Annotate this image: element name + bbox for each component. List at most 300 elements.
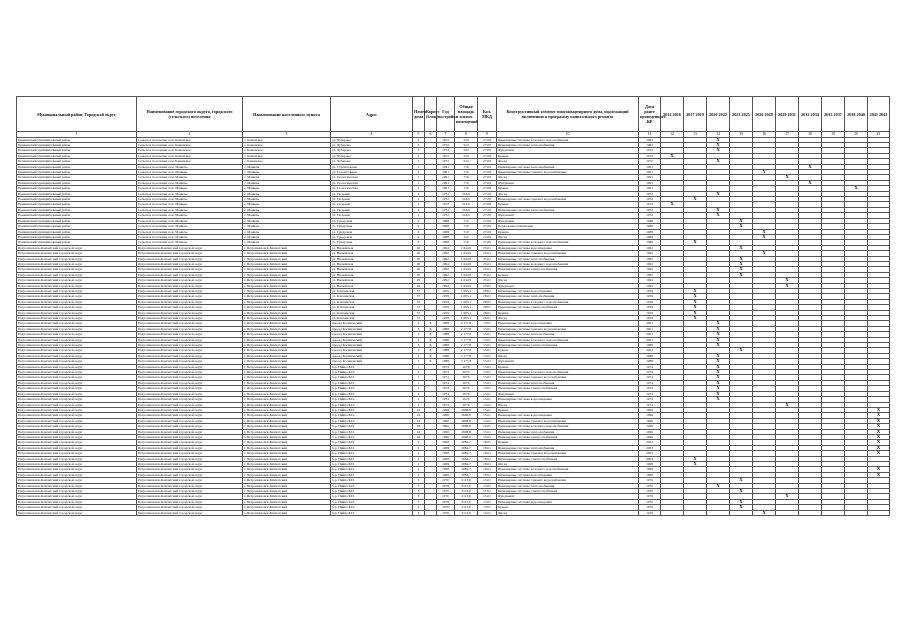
table-cell: Петропавловск-Камчатский городской округ xyxy=(137,283,243,288)
table-cell: Пенжинский муниципальный район xyxy=(17,148,137,153)
column-header: Корпус (блок) xyxy=(425,97,437,132)
schedule-mark-cell: X xyxy=(707,386,730,391)
table-cell: 1972 xyxy=(639,197,661,202)
schedule-mark-cell: X xyxy=(684,461,707,466)
table-cell: 15.01 xyxy=(478,326,497,331)
table-cell: 1 xyxy=(413,375,425,380)
table-cell: 2 177,8 xyxy=(455,321,478,326)
schedule-mark-cell: X xyxy=(730,267,753,272)
table-cell: Петропавловск-Камчатский городской округ xyxy=(17,353,137,358)
schedule-mark-cell: X xyxy=(753,234,776,239)
table-cell: Петропавловск-Камчатский городской округ xyxy=(17,380,137,385)
table-cell: ул. Тундровая xyxy=(331,240,413,245)
table-cell: 3 xyxy=(413,343,425,348)
column-header: 2023 2025 xyxy=(730,97,753,132)
table-cell: 1 065,1 xyxy=(455,294,478,299)
table-cell: Пенжинский муниципальный район xyxy=(17,224,137,229)
table-cell: Петропавловск-Камчатский городской округ xyxy=(17,305,137,310)
schedule-mark-cell: X xyxy=(707,391,730,396)
table-cell: 3 xyxy=(413,321,425,326)
table-cell: 524 xyxy=(455,159,478,164)
table-cell: Инженерные системы горячего водоснабжения xyxy=(497,326,639,331)
table-cell: 1 xyxy=(413,380,425,385)
table-cell: Инженерные системы холодного водоснабжения xyxy=(497,424,639,429)
table-cell: 3 xyxy=(413,505,425,510)
table-cell: 9 xyxy=(413,224,425,229)
table-cell: 27.09 xyxy=(478,229,497,234)
schedule-mark-cell: X xyxy=(730,489,753,494)
table-cell: 3 xyxy=(413,170,425,175)
table-cell: Сельское поселение село Манилы xyxy=(137,197,243,202)
table-cell: г. Петропавловск-Камчатский xyxy=(243,278,331,283)
table-cell: 2113,9 xyxy=(455,478,478,483)
table-cell: г. Петропавловск-Камчатский xyxy=(243,510,331,515)
table-cell: 1992 xyxy=(437,256,455,261)
table-cell: 1959 xyxy=(437,288,455,293)
column-number-cell: 1 xyxy=(17,132,137,138)
table-cell: Крыша xyxy=(497,272,639,277)
table-cell: проезд Космический xyxy=(331,337,413,342)
table-cell: Петропавловск-Камчатский городской округ xyxy=(17,288,137,293)
table-cell: Петропавловск-Камчатский городской округ xyxy=(17,397,137,402)
schedule-mark-cell: X xyxy=(707,326,730,331)
table-cell: ул. Тундровая xyxy=(331,224,413,229)
column-header: 2026 2028 xyxy=(753,97,776,132)
table-cell: Петропавловск-Камчатский городской округ xyxy=(17,386,137,391)
table-cell: 28.01 xyxy=(478,299,497,304)
table-cell: 2 177,8 xyxy=(455,326,478,331)
table-cell: Инженерные системы теплоснабжения xyxy=(497,143,639,148)
table-cell: Крыша xyxy=(497,440,639,445)
table-cell: 516,0 xyxy=(455,191,478,196)
table-cell: Петропавловск-Камчатский городской округ xyxy=(137,272,243,277)
column-header: 2029 2031 xyxy=(776,97,799,132)
table-cell: 2698,8 xyxy=(455,407,478,412)
table-cell: г. Петропавловск-Камчатский xyxy=(243,267,331,272)
table-cell: Петропавловск-Камчатский городской округ xyxy=(137,316,243,321)
table-cell: б-р. Пийпа Б.И. xyxy=(331,483,413,488)
table-cell: 716 xyxy=(455,186,478,191)
table-cell: Инженерные системы горячего водоснабжения xyxy=(497,375,639,380)
table-cell: 13.01 xyxy=(478,375,497,380)
table-cell: Петропавловск-Камчатский городской округ xyxy=(137,456,243,461)
table-cell: 1959 xyxy=(437,294,455,299)
table-cell: г. Петропавловск-Камчатский xyxy=(243,467,331,472)
table-cell: 1970 xyxy=(639,510,661,515)
schedule-mark-cell: X xyxy=(868,418,890,423)
table-cell: 16 xyxy=(413,434,425,439)
table-cell: Инженерные системы водоотведения xyxy=(497,472,639,477)
table-cell: 1 xyxy=(413,370,425,375)
table-cell: 3 xyxy=(413,478,425,483)
table-cell: 5 xyxy=(413,143,425,148)
table-cell: Сельское поселение село Каменское xyxy=(137,148,243,153)
table-cell: ул. Ключевская xyxy=(331,305,413,310)
table-cell: ул. Гагарина xyxy=(331,191,413,196)
schedule-mark-cell: X xyxy=(776,494,799,499)
table-cell: Петропавловск-Камчатский городской округ xyxy=(17,267,137,272)
table-cell: г. Петропавловск-Камчатский xyxy=(243,370,331,375)
table-cell: г. Петропавловск-Камчатский xyxy=(243,397,331,402)
table-cell: 20 xyxy=(413,278,425,283)
schedule-mark-cell xyxy=(822,510,845,515)
table-cell: Петропавловск-Камчатский городской округ xyxy=(137,461,243,466)
table-cell: 27.09 xyxy=(478,143,497,148)
table-cell: ул. Гагарина xyxy=(331,202,413,207)
table-cell: 516,0 xyxy=(455,202,478,207)
table-cell: Инженерные системы горячего водоснабжения xyxy=(497,197,639,202)
column-number-cell: 20 xyxy=(845,132,868,138)
table-cell: 2076 xyxy=(455,397,478,402)
table-cell: Б xyxy=(425,332,437,337)
table-cell: 1988 xyxy=(437,326,455,331)
table-cell: 1988 xyxy=(437,359,455,364)
table-cell: 18.01 xyxy=(478,451,497,456)
table-cell: Петропавловск-Камчатский городской округ xyxy=(17,332,137,337)
table-cell: Фундамент xyxy=(497,180,639,185)
table-cell: 1996 xyxy=(437,424,455,429)
table-cell: 1 644,9 xyxy=(455,256,478,261)
table-cell: с. Манилы xyxy=(243,175,331,180)
table-cell: 27.09 xyxy=(478,202,497,207)
schedule-mark-cell: X xyxy=(868,407,890,412)
schedule-mark-cell: X xyxy=(707,380,730,385)
table-cell: 1972 xyxy=(437,202,455,207)
table-cell: Петропавловск-Камчатский городской округ xyxy=(17,359,137,364)
schedule-mark-cell: X xyxy=(868,440,890,445)
table-cell: 2001 xyxy=(639,326,661,331)
table-cell: 1968 xyxy=(437,467,455,472)
table-cell: Фасад xyxy=(497,175,639,180)
table-cell: 1996 xyxy=(437,434,455,439)
table-cell: Сельское поселение село Манилы xyxy=(137,202,243,207)
table-cell: 1968 xyxy=(437,440,455,445)
table-cell: 1988 xyxy=(437,321,455,326)
schedule-mark-cell: X xyxy=(707,483,730,488)
table-cell: 13.01 xyxy=(478,370,497,375)
schedule-mark-cell: X xyxy=(799,164,822,169)
table-cell: ул. Строительная xyxy=(331,170,413,175)
table-cell: г. Петропавловск-Камчатский xyxy=(243,256,331,261)
table-cell: ул. Гагарина xyxy=(331,207,413,212)
table-cell: г. Петропавловск-Камчатский xyxy=(243,245,331,250)
table-cell: 2076 xyxy=(455,375,478,380)
schedule-mark-cell: X xyxy=(684,299,707,304)
table-cell: 1992 xyxy=(639,245,661,250)
table-cell: 37 xyxy=(413,299,425,304)
table-cell: Б xyxy=(425,348,437,353)
table-cell: Инженерные системы водоотведения xyxy=(497,499,639,504)
table-cell: ул. Геологическая xyxy=(331,186,413,191)
table-cell: 1 xyxy=(413,386,425,391)
schedule-mark-cell xyxy=(707,510,730,515)
table-cell: 16 xyxy=(413,429,425,434)
table-cell: 1988 xyxy=(437,337,455,342)
column-header: Номер дома xyxy=(413,97,425,132)
table-cell: с. Манилы xyxy=(243,229,331,234)
table-cell: г. Петропавловск-Камчатский xyxy=(243,364,331,369)
table-cell: 1974 xyxy=(639,402,661,407)
table-cell: б-р. Пийпа Б.И. xyxy=(331,461,413,466)
table-cell: Инженерные системы теплоснабжения xyxy=(497,164,639,169)
table-cell: 2113,9 xyxy=(455,483,478,488)
table-cell: Инженерные системы теплоснабжения xyxy=(497,207,639,212)
table-cell: 25.01 xyxy=(478,261,497,266)
table-cell: б-р. Пийпа Б.И. xyxy=(331,418,413,423)
table-cell: ул. Строительная xyxy=(331,164,413,169)
table-cell: 2698,8 xyxy=(455,434,478,439)
table-cell: Инженерные системы водоотведения xyxy=(497,413,639,418)
table-cell: 2698,8 xyxy=(455,418,478,423)
table-cell: Сельское поселение село Манилы xyxy=(137,207,243,212)
table-cell: 15.01 xyxy=(478,489,497,494)
table-cell: 18.01 xyxy=(478,467,497,472)
table-cell: 15.01 xyxy=(478,505,497,510)
table-cell: Инженерные системы водоотведения xyxy=(497,288,639,293)
table-cell: 1 065,1 xyxy=(455,299,478,304)
table-cell: б-р. Пийпа Б.И. xyxy=(331,440,413,445)
table-cell: Крыша xyxy=(497,310,639,315)
table-cell: 20 xyxy=(413,283,425,288)
table-cell: 28.01 xyxy=(478,294,497,299)
table-cell: 37 xyxy=(413,316,425,321)
table-cell: Петропавловск-Камчатский городской округ xyxy=(137,359,243,364)
table-cell: Б xyxy=(425,337,437,342)
table-cell: с. Манилы xyxy=(243,197,331,202)
table-cell: Фундамент xyxy=(497,391,639,396)
table-cell: 1974 xyxy=(437,386,455,391)
table-cell: 18.01 xyxy=(478,472,497,477)
table-cell: Петропавловск-Камчатский городской округ xyxy=(137,386,243,391)
table-cell: ул. Вилюйская xyxy=(331,267,413,272)
table-cell: Пенжинский муниципальный район xyxy=(17,164,137,169)
table-cell: ул. Вилюйская xyxy=(331,278,413,283)
table-cell: Инженерные системы холодного водоснабжения xyxy=(497,240,639,245)
table-cell: 2084,7 xyxy=(455,440,478,445)
table-cell: Петропавловск-Камчатский городской округ xyxy=(17,310,137,315)
table-cell: Инженерные системы водоотведения xyxy=(497,245,639,250)
table-cell: с. Каменское xyxy=(243,159,331,164)
table-cell: 1996 xyxy=(639,413,661,418)
table-cell: 25.01 xyxy=(478,272,497,277)
schedule-mark-cell: X xyxy=(730,218,753,223)
table-cell: Инженерные системы теплоснабжения xyxy=(497,256,639,261)
table-cell: проезд Космический xyxy=(331,321,413,326)
schedule-mark-cell: X xyxy=(868,413,890,418)
table-cell: 1992 xyxy=(639,278,661,283)
table-cell: 1988 xyxy=(639,353,661,358)
table-cell: 25.01 xyxy=(478,245,497,250)
table-cell: б-р. Пийпа Б.И. xyxy=(331,413,413,418)
table-cell: 2698,8 xyxy=(455,424,478,429)
table-cell: б-р. Пийпа Б.И. xyxy=(331,499,413,504)
table-cell: 1959 xyxy=(639,305,661,310)
schedule-mark-cell: X xyxy=(868,467,890,472)
table-cell: б-р. Пийпа Б.И. xyxy=(331,429,413,434)
table-cell: 1992 xyxy=(437,283,455,288)
table-cell: 27.09 xyxy=(478,218,497,223)
table-cell: Петропавловск-Камчатский городской округ xyxy=(137,494,243,499)
table-cell: г. Петропавловск-Камчатский xyxy=(243,499,331,504)
table-cell: 1968 xyxy=(437,445,455,450)
table-cell: Инженерные системы водоотведения xyxy=(497,321,639,326)
table-cell: 13.01 xyxy=(478,402,497,407)
table-cell: г. Петропавловск-Камчатский xyxy=(243,478,331,483)
schedule-mark-cell: X xyxy=(684,456,707,461)
table-cell: 1959 xyxy=(437,316,455,321)
table-cell: 37 xyxy=(413,288,425,293)
table-cell: Пенжинский муниципальный район xyxy=(17,143,137,148)
table-cell: 1988 xyxy=(437,234,455,239)
table-cell: 1992 xyxy=(639,267,661,272)
table-cell: г. Петропавловск-Камчатский xyxy=(243,483,331,488)
table-cell: Фасад xyxy=(497,191,639,196)
table-cell: 524 xyxy=(455,143,478,148)
table-cell: 1974 xyxy=(437,380,455,385)
table-cell: Петропавловск-Камчатский городской округ xyxy=(137,353,243,358)
table-cell: г. Петропавловск-Камчатский xyxy=(243,424,331,429)
table-cell: 1 xyxy=(413,397,425,402)
table-cell: Петропавловск-Камчатский городской округ xyxy=(137,478,243,483)
table-cell: 20 xyxy=(413,256,425,261)
column-header: Наименование городского округа, городского (сельского) поселения xyxy=(137,97,243,132)
table-cell: 2084,7 xyxy=(455,467,478,472)
table-cell: Петропавловск-Камчатский городской округ xyxy=(17,483,137,488)
table-cell: Пенжинский муниципальный район xyxy=(17,170,137,175)
table-cell: 3 xyxy=(413,337,425,342)
table-cell: Петропавловск-Камчатский городской округ xyxy=(17,407,137,412)
table-cell: Пенжинский муниципальный район xyxy=(17,153,137,158)
table-cell: с. Манилы xyxy=(243,224,331,229)
table-cell: 1988 xyxy=(437,229,455,234)
table-cell: 3 xyxy=(413,353,425,358)
schedule-mark-cell: X xyxy=(707,353,730,358)
table-cell: 1992 xyxy=(437,245,455,250)
table-cell: Петропавловск-Камчатский городской округ xyxy=(137,310,243,315)
table-cell: Петропавловск-Камчатский городской округ xyxy=(137,299,243,304)
table-cell: 3 xyxy=(413,348,425,353)
table-cell: Пенжинский муниципальный район xyxy=(17,186,137,191)
table-cell: 3 xyxy=(413,175,425,180)
schedule-mark-cell: X xyxy=(707,321,730,326)
table-cell: Инженерные системы электроснабжения xyxy=(497,489,639,494)
table-cell: 524 xyxy=(455,137,478,142)
table-cell: 1972 xyxy=(437,207,455,212)
schedule-mark-cell: X xyxy=(799,180,822,185)
table-cell: г. Петропавловск-Камчатский xyxy=(243,299,331,304)
table-cell: 2003 xyxy=(639,451,661,456)
column-number-cell: 11 xyxy=(639,132,661,138)
column-header: 2038 2040 xyxy=(845,97,868,132)
schedule-mark-cell: X xyxy=(730,348,753,353)
table-cell: Петропавловск-Камчатский городской округ xyxy=(137,407,243,412)
table-cell: 2113,9 xyxy=(455,505,478,510)
table-cell: 9 xyxy=(413,240,425,245)
column-number-cell: 10 xyxy=(497,132,639,138)
table-cell: 1970 xyxy=(437,510,455,515)
table-cell: б-р. Пийпа Б.И. xyxy=(331,478,413,483)
schedule-mark-cell: X xyxy=(868,424,890,429)
capital-repair-schedule-sheet xyxy=(16,96,890,516)
table-cell: 710 xyxy=(455,234,478,239)
table-cell: 3 xyxy=(413,483,425,488)
table-cell: б-р. Пийпа Б.И. xyxy=(331,397,413,402)
schedule-mark-cell: X xyxy=(730,256,753,261)
column-number-cell: 14 xyxy=(707,132,730,138)
table-cell: 1 xyxy=(413,364,425,369)
table-cell: 5 xyxy=(413,148,425,153)
table-cell: 1968 xyxy=(437,451,455,456)
table-cell: г. Петропавловск-Камчатский xyxy=(243,386,331,391)
table-cell: 2 177,8 xyxy=(455,353,478,358)
table-cell: 1972 xyxy=(639,148,661,153)
table-cell: 1974 xyxy=(437,402,455,407)
table-cell: Инженерные системы электроснабжения xyxy=(497,386,639,391)
table-cell: 1 065,1 xyxy=(455,288,478,293)
table-cell: проезд Космический xyxy=(331,348,413,353)
table-cell: Инженерные системы электроснабжения xyxy=(497,434,639,439)
table-cell: 15.01 xyxy=(478,494,497,499)
column-header: Адрес xyxy=(331,97,413,132)
table-cell: 1970 xyxy=(437,478,455,483)
table-cell: Пенжинский муниципальный район xyxy=(17,218,137,223)
schedule-mark-cell: X xyxy=(868,445,890,450)
table-cell: Петропавловск-Камчатский городской округ xyxy=(137,370,243,375)
table-cell: 1968 xyxy=(639,467,661,472)
table-header-row xyxy=(17,97,890,132)
table-cell: 3 xyxy=(413,180,425,185)
table-cell: с. Манилы xyxy=(243,218,331,223)
table-cell: 27.09 xyxy=(478,224,497,229)
table-cell: с. Манилы xyxy=(243,207,331,212)
schedule-mark-cell: X xyxy=(868,429,890,434)
table-cell: Пенжинский муниципальный район xyxy=(17,175,137,180)
schedule-mark-cell xyxy=(684,510,707,515)
table-cell: 27.09 xyxy=(478,197,497,202)
table-cell: 1991 xyxy=(437,180,455,185)
table-cell: 2076 xyxy=(455,364,478,369)
table-cell: Петропавловск-Камчатский городской округ xyxy=(137,391,243,396)
table-cell: 1 xyxy=(413,213,425,218)
table-cell: Инженерные системы горячего водоснабжения xyxy=(497,170,639,175)
table-cell: 1988 xyxy=(639,234,661,239)
table-cell: 2076 xyxy=(455,391,478,396)
table-cell: Пенжинский муниципальный район xyxy=(17,234,137,239)
table-cell: Фасад xyxy=(497,316,639,321)
table-cell: 716 xyxy=(455,164,478,169)
column-number-cell: 12 xyxy=(661,132,684,138)
table-cell: Фасад xyxy=(497,278,639,283)
table-cell: 1974 xyxy=(437,370,455,375)
table-cell: г. Петропавловск-Камчатский xyxy=(243,310,331,315)
table-cell: 716 xyxy=(455,175,478,180)
table-cell: 20 xyxy=(413,251,425,256)
table-cell: Фундамент xyxy=(497,213,639,218)
table-cell: 2 177,8 xyxy=(455,332,478,337)
table-cell: 1 xyxy=(413,191,425,196)
table-cell: Крыша xyxy=(497,186,639,191)
table-cell: Петропавловск-Камчатский городской округ xyxy=(17,251,137,256)
table-cell: Петропавловск-Камчатский городской округ xyxy=(17,440,137,445)
table-cell: 1959 xyxy=(437,299,455,304)
table-cell: 1991 xyxy=(639,175,661,180)
column-header: Общая площадь жилых помещений xyxy=(455,97,478,132)
table-cell: Фундамент xyxy=(497,359,639,364)
table-cell: б-р. Пийпа Б.И. xyxy=(331,456,413,461)
schedule-mark-cell: X xyxy=(776,278,799,283)
table-cell: 710 xyxy=(455,240,478,245)
table-cell: 9 xyxy=(413,234,425,239)
